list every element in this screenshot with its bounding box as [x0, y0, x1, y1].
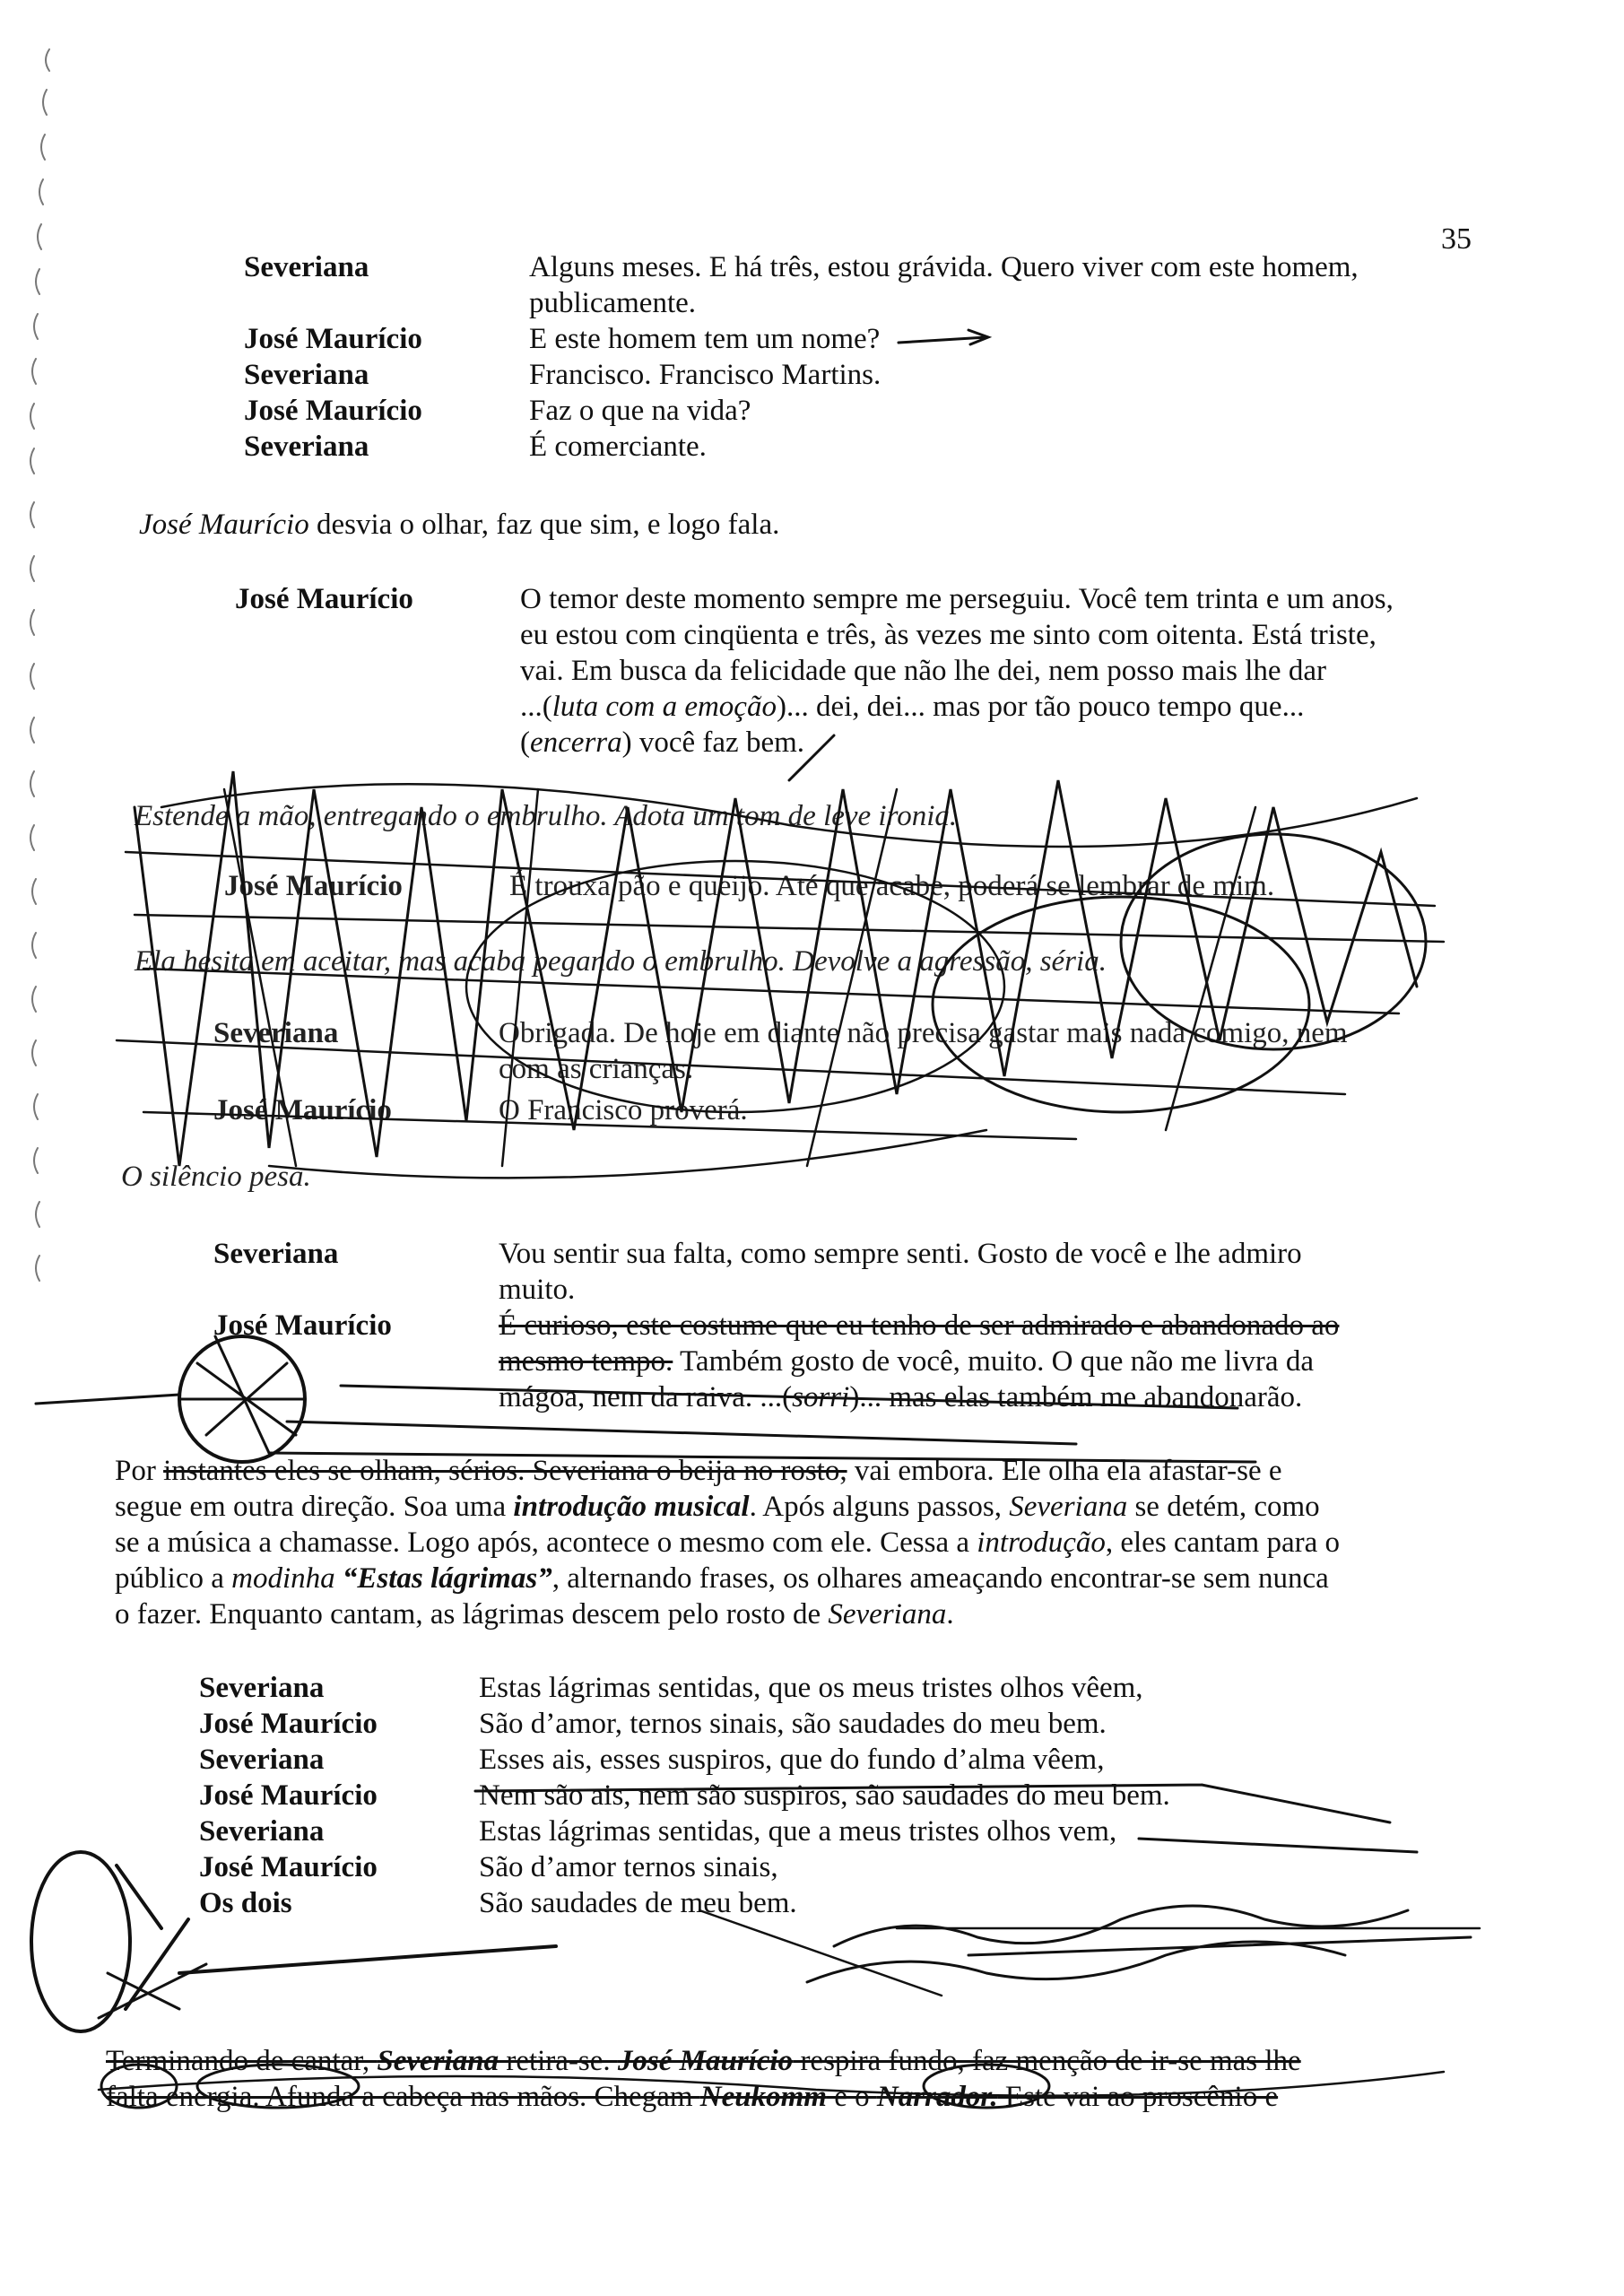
text-run: se a música a chamasse. Logo após, acontece o mesmo com ele. Cessa a: [115, 1526, 977, 1559]
text-run: Este vai ao proscênio e: [997, 2081, 1279, 2113]
text-run: (: [520, 726, 530, 759]
lyric-line: Nem são ais, nem são suspiros, são saudades do meu bem.: [479, 1779, 1170, 1812]
lyric-line: Estas lágrimas sentidas, que os meus tristes olhos vêem,: [479, 1672, 1143, 1704]
text-run: o fazer. Enquanto cantam, as lágrimas descem pelo rosto de: [115, 1598, 829, 1631]
speaker-name: José Maurício: [199, 1779, 378, 1812]
speech-line: E este homem tem um nome?: [529, 323, 881, 355]
text-run: ) você faz bem.: [621, 726, 805, 759]
speech-line: publicamente.: [529, 287, 697, 319]
text-run: .: [946, 1598, 954, 1631]
speaker-name: Severiana: [213, 1017, 339, 1049]
text-run: , eles cantam para o: [1105, 1526, 1340, 1559]
speaker-name: José Maurício: [235, 583, 413, 615]
speech-line: eu estou com cinqüenta e três, às vezes me sinto com oitenta. Está triste,: [520, 619, 1376, 651]
struck-run: instantes eles se olham, sérios. Severiana o beija no rosto,: [163, 1455, 847, 1487]
struck-direction-line: Estende a mão, entregando o embrulho. Adota um tom de leve ironia.: [135, 800, 958, 832]
speech-line: Faz o que na vida?: [529, 395, 751, 427]
speaker-name: Os dois: [199, 1887, 292, 1919]
text-run: )... mas elas também me abandonarão.: [849, 1381, 1303, 1413]
lyric-line: Estas lágrimas sentidas, que a meus tristes olhos vem,: [479, 1815, 1117, 1848]
text-run: ...(: [520, 691, 552, 723]
character-name: José Maurício: [139, 509, 309, 541]
text-run: mágoa, nem da raiva. ...(: [499, 1381, 793, 1413]
lyric-line: Esses ais, esses suspiros, que do fundo d’alma vêem,: [479, 1744, 1105, 1776]
emphasis-run: introdução musical: [513, 1491, 750, 1523]
speech-line: muito.: [499, 1274, 576, 1306]
struck-direction-line: O silêncio pesa.: [121, 1161, 311, 1193]
text-run: Terminando de cantar,: [106, 2045, 378, 2077]
speaker-name: Severiana: [199, 1815, 325, 1848]
lyric-line: São d’amor ternos sinais,: [479, 1851, 778, 1883]
speech-line: É comerciante.: [529, 430, 707, 463]
text-run: respira fundo, faz menção de ir-se mas lhe: [793, 2045, 1301, 2077]
speech-line: Alguns meses. E há três, estou grávida. Quero viver com este homem,: [529, 251, 1359, 283]
direction-text: desvia o olhar, faz que sim, e logo fala.: [308, 509, 780, 541]
speaker-name: José Maurício: [199, 1708, 378, 1740]
speaker-name: Severiana: [213, 1238, 339, 1270]
text-run: )... dei, dei... mas por tão pouco tempo que...: [776, 691, 1305, 723]
struck-run: mesmo tempo.: [499, 1345, 673, 1378]
lyric-line: São d’amor, ternos sinais, são saudades do meu bem.: [479, 1708, 1107, 1740]
speech-line: É trouxa pão e queijo. Até que acabe, poderá se lembrar de mim.: [509, 870, 1275, 902]
speaker-name: José Maurício: [199, 1851, 378, 1883]
character-name: Neukomm: [699, 2081, 827, 2113]
stage-aside: luta com a emoção: [551, 691, 777, 723]
speech-line: É curioso, este costume que eu tenho de ser admirado e abandonado ao: [499, 1309, 1340, 1342]
page-number: 35: [1441, 222, 1472, 256]
character-name: Severiana: [828, 1598, 947, 1631]
speech-line: Francisco. Francisco Martins.: [529, 359, 881, 391]
text-run: , alternando frases, os olhares ameaçando encontrar-se sem nunca: [551, 1562, 1329, 1595]
speech-line: O Francisco proverá.: [499, 1094, 748, 1126]
text-run: Por: [115, 1455, 164, 1487]
speaker-name: José Maurício: [224, 870, 403, 902]
speaker-name: Severiana: [244, 359, 369, 391]
character-name: Severiana: [1009, 1491, 1128, 1523]
speaker-name: José Maurício: [213, 1094, 392, 1126]
speech-line: Vou sentir sua falta, como sempre senti. Gosto de você e lhe admiro: [499, 1238, 1302, 1270]
emphasis-run: modinha: [231, 1562, 335, 1595]
speaker-name: José Maurício: [244, 323, 422, 355]
struck-direction-line: Ela hesita em aceitar, mas acaba pegando o embrulho. Devolve a agressão, séria.: [135, 945, 1107, 978]
speech-line: O temor deste momento sempre me perseguiu. Você tem trinta e um anos,: [520, 583, 1394, 615]
stage-aside: encerra: [530, 726, 622, 759]
speaker-name: Severiana: [199, 1744, 325, 1776]
speaker-name: Severiana: [244, 430, 369, 463]
stage-aside: sorri: [792, 1381, 850, 1413]
text-run: público a: [115, 1562, 232, 1595]
speaker-name: José Maurício: [244, 395, 422, 427]
speaker-name: Severiana: [199, 1672, 325, 1704]
character-name: José Maurício: [617, 2045, 794, 2077]
speech-line: vai. Em busca da felicidade que não lhe dei, nem posso mais lhe dar: [520, 655, 1326, 687]
character-name: Severiana: [377, 2045, 499, 2077]
speaker-name: Severiana: [244, 251, 369, 283]
text-run: se detém, como: [1127, 1491, 1320, 1523]
lyric-line: São saudades de meu bem.: [479, 1887, 797, 1919]
speech-line: Obrigada. De hoje em diante não precisa gastar mais nada comigo, nem: [499, 1017, 1348, 1049]
speaker-name: José Maurício: [213, 1309, 392, 1342]
text-run: e o: [826, 2081, 877, 2113]
song-title: “Estas lágrimas”: [334, 1562, 552, 1595]
character-name: Narrador.: [876, 2081, 998, 2113]
speech-line: com as crianças.: [499, 1053, 694, 1085]
text-run: Também gosto de você, muito. O que não me livra da: [673, 1345, 1314, 1378]
text-run: segue em outra direção. Soa uma: [115, 1491, 514, 1523]
text-run: retira-se.: [499, 2045, 618, 2077]
text-run: . Após alguns passos,: [749, 1491, 1010, 1523]
emphasis-run: introdução: [977, 1526, 1106, 1559]
text-run: falta energia. Afunda a cabeça nas mãos. Chegam: [106, 2081, 700, 2113]
text-run: vai embora. Ele olha ela afastar-se e: [847, 1455, 1282, 1487]
